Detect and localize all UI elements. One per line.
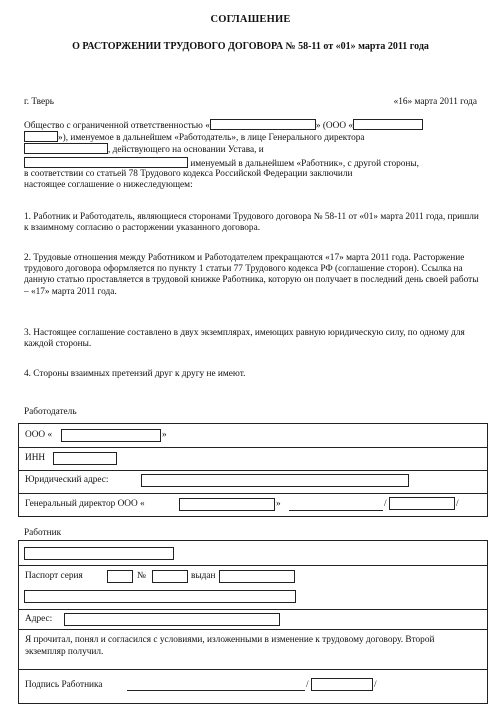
director-slash-2: / bbox=[456, 499, 459, 509]
employee-name-blank[interactable] bbox=[24, 157, 188, 168]
passport-issued-field[interactable] bbox=[219, 570, 295, 583]
intro-text-1a: Общество с ограниченной ответственностью « bbox=[24, 121, 210, 131]
intro-text-2: »), именуемое в дальнейшем «Работодатель», в лице Генерального директора bbox=[58, 133, 365, 143]
employer-address-row bbox=[19, 470, 487, 494]
employer-heading: Работодатель bbox=[24, 407, 77, 417]
signature-line[interactable] bbox=[127, 690, 305, 691]
signature-slash-2: / bbox=[374, 680, 377, 690]
clause-2: 2. Трудовые отношения между Работником и Работодателем прекращаются «17» марта 2011 года. Расторжение трудового договора оформляется по пункту 1 статьи 77 Трудового кодекса РФ (соглашение сторон). Ссылка на данную статью проставляется в трудовой книжке Работника, которую он получает в последний день своей работы – «17» марта 2011 года. bbox=[24, 253, 479, 297]
place: г. Тверь bbox=[24, 97, 54, 107]
employer-org-row bbox=[19, 424, 487, 448]
employer-inn-row bbox=[19, 447, 487, 471]
org-short-name-blank-2[interactable] bbox=[24, 131, 58, 142]
intro-line-5: в соответствии со статьей 78 Трудового кодекса Российской Федерации заключили bbox=[24, 169, 353, 179]
employer-address-label: Юридический адрес: bbox=[25, 475, 109, 485]
document-date: «16» марта 2011 года bbox=[393, 97, 477, 107]
director-signature-line[interactable] bbox=[289, 510, 383, 511]
document-title: СОГЛАШЕНИЕ bbox=[210, 14, 291, 25]
org-name-blank[interactable] bbox=[210, 119, 316, 130]
clause-4: 4. Стороны взаимных претензий друг к другу не имеют. bbox=[24, 369, 246, 379]
inn-field[interactable] bbox=[53, 452, 117, 465]
signature-row bbox=[19, 669, 487, 702]
signature-label: Подпись Работника bbox=[25, 680, 103, 690]
acknowledgement-text: Я прочитал, понял и согласился с условиями, изложенными в изменение к трудовому договору. Второй экземпляр получил. bbox=[25, 635, 435, 657]
employee-name-row bbox=[19, 541, 487, 566]
signature-slash-1: / bbox=[306, 680, 309, 690]
employee-address-field[interactable] bbox=[64, 613, 280, 626]
clause-3: 3. Настоящее соглашение составлено в двух экземплярах, имеющих равную юридическую силу, по одному для каждой стороны. bbox=[24, 328, 465, 350]
intro-text-4: именуемый в дальнейшем «Работник», с другой стороны, bbox=[190, 159, 419, 169]
employee-address-label: Адрес: bbox=[25, 614, 53, 624]
employee-name-field[interactable] bbox=[24, 547, 174, 560]
employer-org-field[interactable] bbox=[61, 429, 161, 442]
intro-line-4 bbox=[24, 157, 419, 169]
employer-address-field[interactable] bbox=[141, 474, 409, 487]
inn-label: ИНН bbox=[25, 453, 46, 463]
clause-1: 1. Работник и Работодатель, являющиеся сторонами Трудового договора № 58-11 от «01» марта 2011 года, пришли к взаимному согласию о расторжении указанного договора. bbox=[24, 212, 479, 234]
employee-heading: Работник bbox=[24, 528, 62, 538]
passport-issued-row bbox=[19, 587, 487, 610]
employer-org-prefix: ООО « bbox=[25, 430, 53, 440]
intro-line-1 bbox=[24, 119, 423, 131]
intro-line-6: настоящее соглашение о нижеследующем: bbox=[24, 180, 193, 190]
acknowledgement-row bbox=[19, 629, 487, 670]
intro-text-3: , действующего на основании Устава, и bbox=[108, 145, 264, 155]
director-name-field[interactable] bbox=[389, 497, 455, 510]
passport-number-field[interactable] bbox=[152, 570, 188, 583]
employer-org-suffix: » bbox=[162, 430, 167, 440]
passport-row bbox=[19, 565, 487, 587]
passport-series-field[interactable] bbox=[107, 570, 133, 583]
intro-text-1b: » (ООО « bbox=[315, 121, 354, 131]
director-org-field[interactable] bbox=[179, 498, 275, 511]
employer-table bbox=[18, 423, 488, 517]
employee-address-row bbox=[19, 609, 487, 630]
intro-line-2 bbox=[24, 131, 365, 143]
signature-name-field[interactable] bbox=[311, 678, 373, 691]
intro-line-3 bbox=[24, 143, 264, 155]
passport-issued-label: выдан bbox=[191, 571, 216, 581]
employee-table bbox=[18, 540, 488, 704]
passport-number-label: № bbox=[137, 571, 146, 581]
passport-issued-extra-field[interactable] bbox=[24, 590, 296, 603]
director-suffix: » bbox=[276, 499, 281, 509]
org-short-name-blank[interactable] bbox=[353, 119, 423, 130]
passport-series-label: Паспорт серия bbox=[25, 571, 83, 581]
director-slash-1: / bbox=[384, 499, 387, 509]
director-label: Генеральный директор ООО « bbox=[25, 499, 145, 509]
director-name-blank[interactable] bbox=[24, 143, 108, 154]
document-subtitle: О РАСТОРЖЕНИИ ТРУДОВОГО ДОГОВОРА № 58-11 от «01» марта 2011 года bbox=[72, 41, 429, 52]
director-row bbox=[19, 493, 487, 516]
